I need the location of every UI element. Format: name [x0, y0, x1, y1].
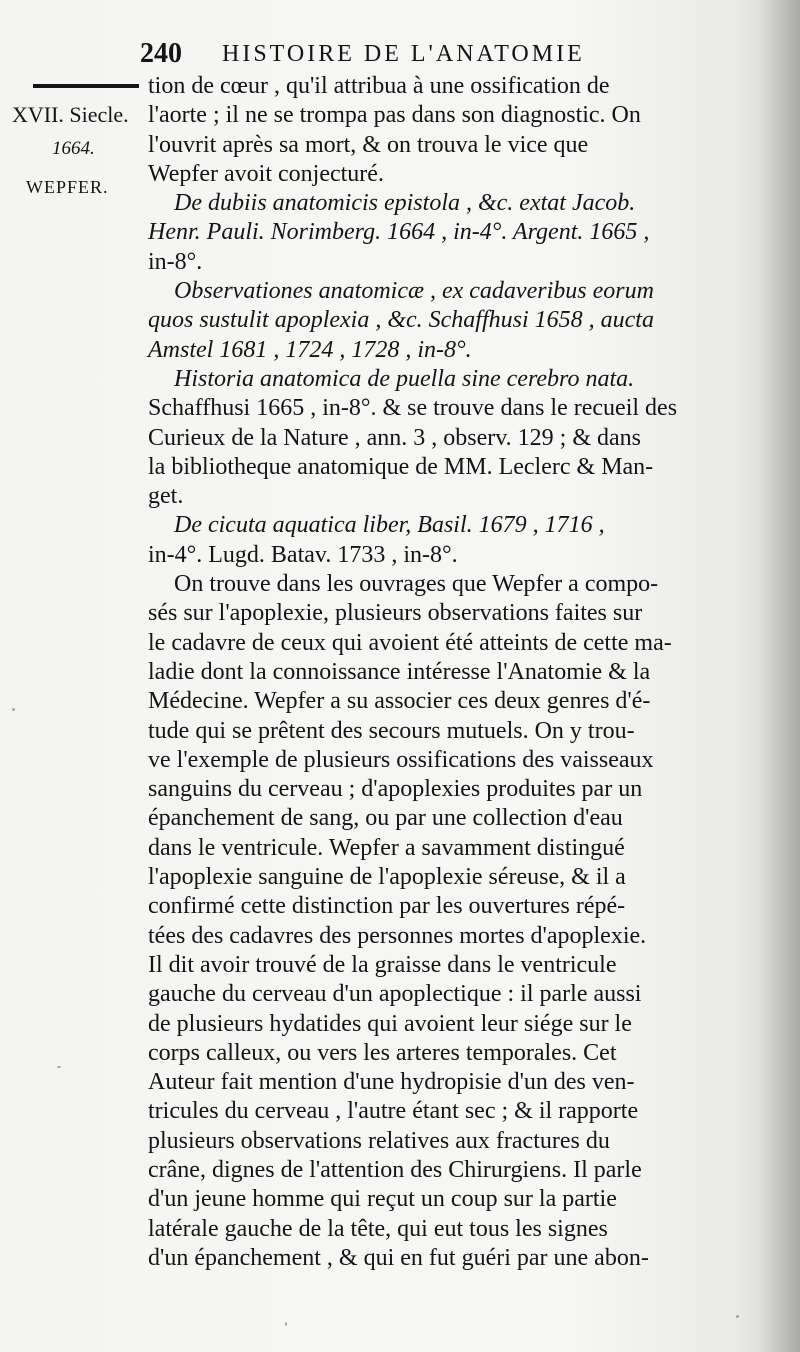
text-line: get.	[148, 483, 184, 510]
paper-speck	[57, 1066, 61, 1068]
text-line: ladie dont la connoissance intéresse l'Anatomie & la	[148, 658, 651, 685]
text-line: le cadavre de ceux qui avoient été atteints de cette ma-	[148, 629, 672, 656]
text-line: de plusieurs hydatides qui avoient leur siége sur le	[148, 1010, 632, 1037]
text-line: tude qui se prêtent des secours mutuels. On y trou-	[148, 717, 635, 744]
text-line: sés sur l'apoplexie, plusieurs observations faites sur	[148, 600, 643, 627]
text-line: Il dit avoir trouvé de la graisse dans le ventricule	[148, 951, 617, 978]
text-line: Historia anatomica de puella sine cerebro nata.	[174, 365, 635, 392]
text-line: la bibliotheque anatomique de MM. Leclerc & Man-	[148, 453, 654, 480]
text-line: gauche du cerveau d'un apoplectique : il parle aussi	[148, 981, 642, 1008]
text-line: De dubiis anatomicis epistola , &c. extat Jacob.	[174, 190, 636, 217]
text-line: Schaffhusi 1665 , in-8°. & se trouve dans le recueil des	[148, 395, 678, 422]
text-line: Wepfer avoit conjecturé.	[148, 160, 384, 187]
text-line: Observationes anatomicæ , ex cadaveribus eorum	[174, 278, 654, 305]
text-line: crâne, dignes de l'attention des Chirurgiens. Il parle	[148, 1156, 642, 1183]
text-line: sanguins du cerveau ; d'apoplexies produites par un	[148, 776, 643, 803]
text-line: l'ouvrit après sa mort, & on trouva le vice que	[148, 131, 589, 158]
text-line: épanchement de sang, ou par une collection d'eau	[148, 805, 623, 832]
text-line: Amstel 1681 , 1724 , 1728 , in-8°.	[148, 336, 472, 363]
text-line: Médecine. Wepfer a su associer ces deux genres d'é-	[148, 688, 651, 715]
margin-author: WEPFER.	[26, 177, 109, 197]
text-line: On trouve dans les ouvrages que Wepfer a compo-	[174, 571, 659, 598]
text-line: latérale gauche de la tête, qui eut tous les signes	[148, 1215, 608, 1242]
text-line: d'un jeune homme qui reçut un coup sur la partie	[148, 1186, 617, 1213]
margin-rule	[33, 84, 139, 88]
text-line: De cicuta aquatica liber, Basil. 1679 , 1716 ,	[174, 512, 605, 539]
margin-century: XVII. Siecle.	[12, 102, 129, 127]
text-line: dans le ventricule. Wepfer a savamment distingué	[148, 834, 625, 861]
page-header	[140, 34, 740, 74]
text-line: d'un épanchement , & qui en fut guéri par une abon-	[148, 1244, 649, 1271]
text-line: Henr. Pauli. Norimberg. 1664 , in-4°. Argent. 1665 ,	[148, 219, 650, 246]
body-text	[148, 72, 758, 1273]
text-line: corps calleux, ou vers les arteres temporales. Cet	[148, 1039, 617, 1066]
text-line: l'aorte ; il ne se trompa pas dans son diagnostic. On	[148, 102, 641, 129]
paper-speck	[285, 1322, 287, 1326]
text-line: in-4°. Lugd. Batav. 1733 , in-8°.	[148, 541, 458, 568]
running-title: HISTOIRE DE L'ANATOMIE	[222, 41, 585, 67]
margin-year: 1664.	[52, 138, 95, 159]
text-line: plusieurs observations relatives aux fractures du	[148, 1127, 610, 1154]
paper-speck	[736, 1315, 739, 1318]
text-line: tricules du cerveau , l'autre étant sec ; & il rapporte	[148, 1098, 639, 1125]
paper-speck	[12, 708, 15, 711]
text-line: quos sustulit apoplexia , &c. Schaffhusi 1658 , aucta	[148, 307, 654, 334]
text-line: Curieux de la Nature , ann. 3 , observ. 129 ; & dans	[148, 424, 641, 451]
text-line: Auteur fait mention d'une hydropisie d'un des ven-	[148, 1069, 635, 1096]
text-line: tées des cadavres des personnes mortes d'apoplexie.	[148, 922, 647, 949]
page-number: 240	[140, 38, 182, 69]
text-line: in-8°.	[148, 248, 203, 275]
text-line: l'apoplexie sanguine de l'apoplexie séreuse, & il a	[148, 864, 626, 891]
text-line: tion de cœur , qu'il attribua à une ossification de	[148, 73, 610, 99]
text-line: ve l'exemple de plusieurs ossifications des vaisseaux	[148, 746, 654, 773]
text-line: confirmé cette distinction par les ouvertures répé-	[148, 893, 626, 920]
